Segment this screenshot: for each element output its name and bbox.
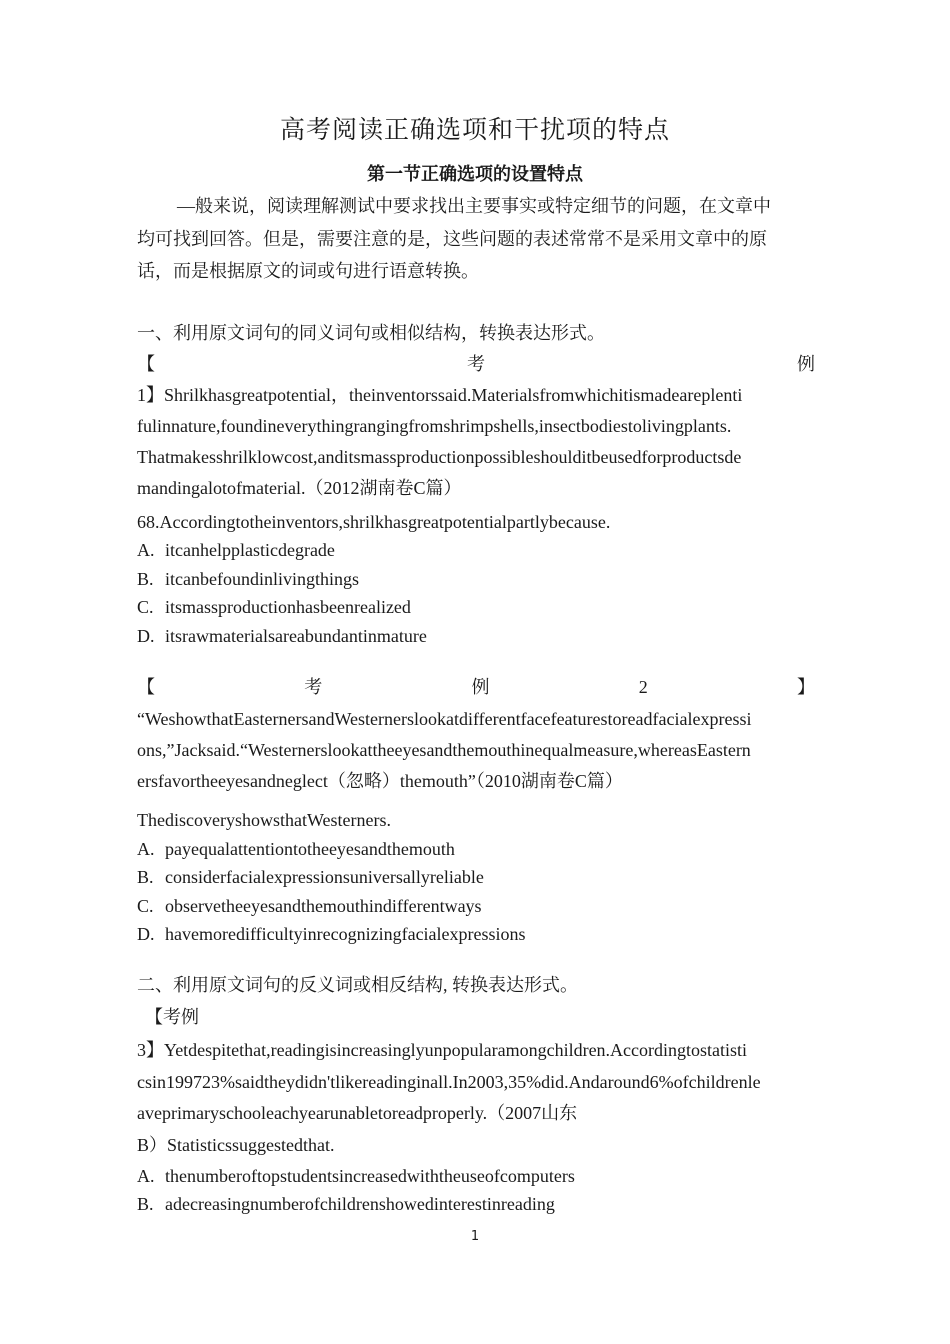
passage-line: fulinnature,foundineverythingrangingfromshrimpshells,insectbodiestolivingplants. bbox=[137, 416, 732, 436]
example-label-part: 2 bbox=[638, 677, 648, 697]
option bbox=[137, 922, 526, 946]
option-text: thenumberoftopstudentsincreasedwiththeuseofcomputers bbox=[165, 1166, 575, 1186]
option-letter: A. bbox=[137, 1166, 155, 1186]
option-letter: C. bbox=[137, 896, 154, 916]
option-text: adecreasingnumberofchildrenshowedinterestinreading bbox=[165, 1194, 555, 1214]
subsection-heading: 一、利用原文词句的同义词句或相似结构，转换表达形式。 bbox=[137, 323, 605, 343]
option-letter: A. bbox=[137, 839, 155, 859]
question: 68.Accordingtotheinventors,shrilkhasgreatpotentialpartlybecause. bbox=[137, 512, 611, 532]
option bbox=[137, 567, 359, 591]
option bbox=[137, 894, 482, 918]
option-letter: B. bbox=[137, 867, 154, 887]
option bbox=[137, 1192, 555, 1216]
intro-line: 均可找到回答。但是，需要注意的是，这些问题的表述常常不是采用文章中的原 bbox=[137, 229, 767, 249]
option-text: considerfacialexpressionsuniversallyreliable bbox=[165, 867, 484, 887]
passage-line: 1】Shrilkhasgreatpotential，theinventorssaid.Materialsfromwhichitismadeareplenti bbox=[137, 385, 743, 405]
passage-line: csin199723%saidtheydidn'tlikereadinginall.In2003,35%did.Andaround6%ofchildrenle bbox=[137, 1072, 761, 1092]
option-text: itcanhelpplasticdegrade bbox=[165, 540, 335, 560]
option-text: itsrawmaterialsareabundantinmature bbox=[165, 626, 427, 646]
example-label-part: 例 bbox=[471, 677, 490, 697]
option bbox=[137, 595, 411, 619]
question: ThediscoveryshowsthatWesterners. bbox=[137, 810, 391, 830]
example-label-part: 考 bbox=[467, 354, 485, 374]
option-text: observetheeyesandthemouthindifferentways bbox=[165, 896, 482, 916]
option-text: itsmassproductionhasbeenrealized bbox=[165, 597, 411, 617]
option-letter: B. bbox=[137, 1194, 154, 1214]
page-title: 高考阅读正确选项和干扰项的特点 bbox=[279, 117, 670, 144]
option bbox=[137, 538, 335, 562]
passage-line: 3】Yetdespitethat,readingisincreasinglyunpopularamongchildren.Accordingtostatisti bbox=[137, 1040, 748, 1060]
option bbox=[137, 837, 455, 861]
option-letter: D. bbox=[137, 924, 155, 944]
option bbox=[137, 1164, 575, 1188]
option-letter: A. bbox=[137, 540, 155, 560]
intro-line: 话，而是根据原文的词或句进行语意转换。 bbox=[137, 261, 479, 281]
example-label: 【考例 bbox=[145, 1007, 199, 1027]
example-label bbox=[137, 675, 815, 699]
passage-line: mandingalotofmaterial.（2012湖南卷C篇） bbox=[137, 478, 462, 498]
passage-line: “WeshowthatEasternersandWesternerslookatdifferentfacefeaturestoreadfacialexpressi bbox=[137, 709, 752, 729]
option-letter: D. bbox=[137, 626, 155, 646]
option bbox=[137, 865, 484, 889]
option-letter: C. bbox=[137, 597, 154, 617]
example-label-part: 】 bbox=[797, 677, 815, 697]
intro-line: —般来说，阅读理解测试中要求找出主要事实或特定细节的问题，在文章中 bbox=[177, 196, 771, 216]
option bbox=[137, 624, 427, 648]
passage-line: Thatmakesshrilklowcost,anditsmassproductionpossibleshoulditbeusedforproductsde bbox=[137, 447, 742, 467]
section-heading: 第一节正确选项的设置特点 bbox=[367, 164, 583, 185]
example-label-part: 【 bbox=[137, 354, 155, 374]
passage-line: ons,”Jacksaid.“Westernerslookattheeyesandthemouthinequalmeasure,whereasEastern bbox=[137, 740, 751, 760]
passage-line: ersfavortheeyesandneglect（忽略）themouth”（2010湖南卷C篇） bbox=[137, 771, 623, 791]
example-label bbox=[137, 352, 815, 376]
passage-line: B）Statisticssuggestedthat. bbox=[137, 1135, 335, 1155]
passage-line: aveprimaryschooleachyearunabletoreadproperly.（2007山东 bbox=[137, 1103, 578, 1123]
example-label-part: 【 bbox=[137, 677, 155, 697]
option-letter: B. bbox=[137, 569, 154, 589]
subsection-heading: 二、利用原文词句的反义词或相反结构, 转换表达形式。 bbox=[137, 975, 578, 995]
example-label-part: 考 bbox=[304, 677, 323, 697]
page-number: 1 bbox=[470, 1229, 480, 1244]
option-text: itcanbefoundinlivingthings bbox=[165, 569, 359, 589]
option-text: havemoredifficultyinrecognizingfacialexpressions bbox=[165, 924, 526, 944]
option-text: payequalattentiontotheeyesandthemouth bbox=[165, 839, 455, 859]
example-label-part: 例 bbox=[797, 354, 815, 374]
